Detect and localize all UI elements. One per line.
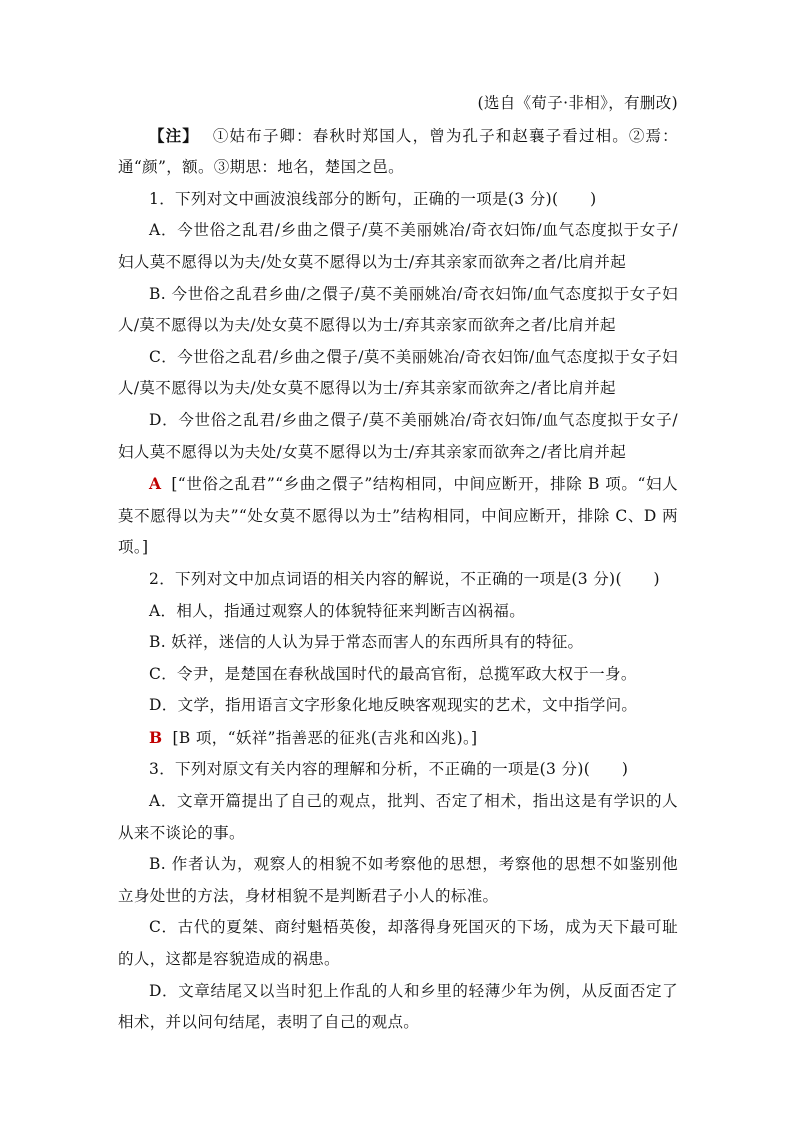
document-page	[118, 88, 678, 1039]
answer-letter: B	[149, 727, 163, 747]
question-3-option-a: A．文章开篇提出了自己的观点，批判、否定了相术，指出这是有学识的人从来不谈论的事。	[118, 792, 678, 842]
question-1-option-c: C．今世俗之乱君/乡曲之儇子/莫不美丽姚冶/奇衣妇饰/血气态度拟于女子妇人/莫不愿得以为夫/处女莫不愿得以为士/弃其亲家而欲奔之/者比肩并起	[118, 347, 678, 398]
question-2-option-c: C．令尹，是楚国在春秋战国时代的最高官衔，总揽军政大权于一身。	[149, 664, 637, 683]
question-2-option-b: B. 妖祥，迷信的人认为异于常态而害人的东西所具有的特征。	[149, 633, 584, 652]
question-2-option-a: A．相人，指通过观察人的体貌特征来判断吉凶祸福。	[149, 601, 526, 620]
question-2-option-d: D．文学，指用语言文字形象化地反映客观现实的艺术，文中指学问。	[149, 696, 638, 715]
answer-explanation: [B 项，“妖祥”指善恶的征兆(吉兆和凶兆)。]	[172, 728, 478, 747]
note-text: ①姑布子卿：春秋时郑国人，曾为孔子和赵襄子看过相。②焉：通“颜”，额。③期思：地名，楚国之邑。	[118, 126, 678, 177]
question-1-stem: 1．下列对文中画波浪线部分的断句，正确的一项是(3 分)( )	[149, 189, 597, 208]
question-1-option-b: B. 今世俗之乱君乡曲/之儇子/莫不美丽姚冶/奇衣妇饰/血气态度拟于女子妇人/莫不愿得以为夫/处女莫不愿得以为士/弃其亲家而欲奔之者/比肩并起	[118, 284, 678, 335]
question-2-answer	[118, 722, 678, 755]
question-1-option-a: A．今世俗之乱君/乡曲之儇子/莫不美丽姚冶/奇衣妇饰/血气态度拟于女子/妇人莫不愿得以为夫/处女莫不愿得以为士/弃其亲家而欲奔之者/比肩并起	[118, 221, 678, 271]
question-3-option-d: D．文章结尾又以当时犯上作乱的人和乡里的轻薄少年为例，从反面否定了相术，并以问句结尾，表明了自己的观点。	[118, 981, 678, 1032]
question-3-stem: 3．下列对原文有关内容的理解和分析，不正确的一项是(3 分)( )	[149, 760, 629, 779]
question-3-option-b: B. 作者认为，观察人的相貌不如考察他的思想，考察他的思想不如鉴别他立身处世的方法，身材相貌不是判断君子小人的标准。	[118, 855, 678, 905]
question-1-answer	[118, 468, 678, 564]
question-3-option-c: C．古代的夏桀、商纣魁梧英俊，却落得身死国灭的下场，成为天下最可耻的人，这都是容貌造成的祸患。	[118, 918, 678, 969]
question-2-stem: 2．下列对文中加点词语的相关内容的解说，不正确的一项是(3 分)( )	[149, 569, 660, 588]
answer-letter: A	[149, 474, 162, 494]
answer-explanation: [“世俗之乱君”“乡曲之儇子”结构相同，中间应断开，排除 B 项。“妇人莫不愿得以为夫”“处女莫不愿得以为士”结构相同，中间应断开，排除 C、D 两项。]	[118, 475, 678, 557]
source-citation: (选自《荀子·非相》，有删改)	[477, 94, 678, 112]
question-1-option-d: D．今世俗之乱君/乡曲之儇子/莫不美丽姚冶/奇衣妇饰/血气态度拟于女子/妇人莫不愿得以为夫处/女莫不愿得以为士/弃其亲家而欲奔之/者比肩并起	[118, 410, 678, 461]
note-label: 【注】	[149, 125, 199, 145]
annotation-note	[118, 120, 678, 184]
